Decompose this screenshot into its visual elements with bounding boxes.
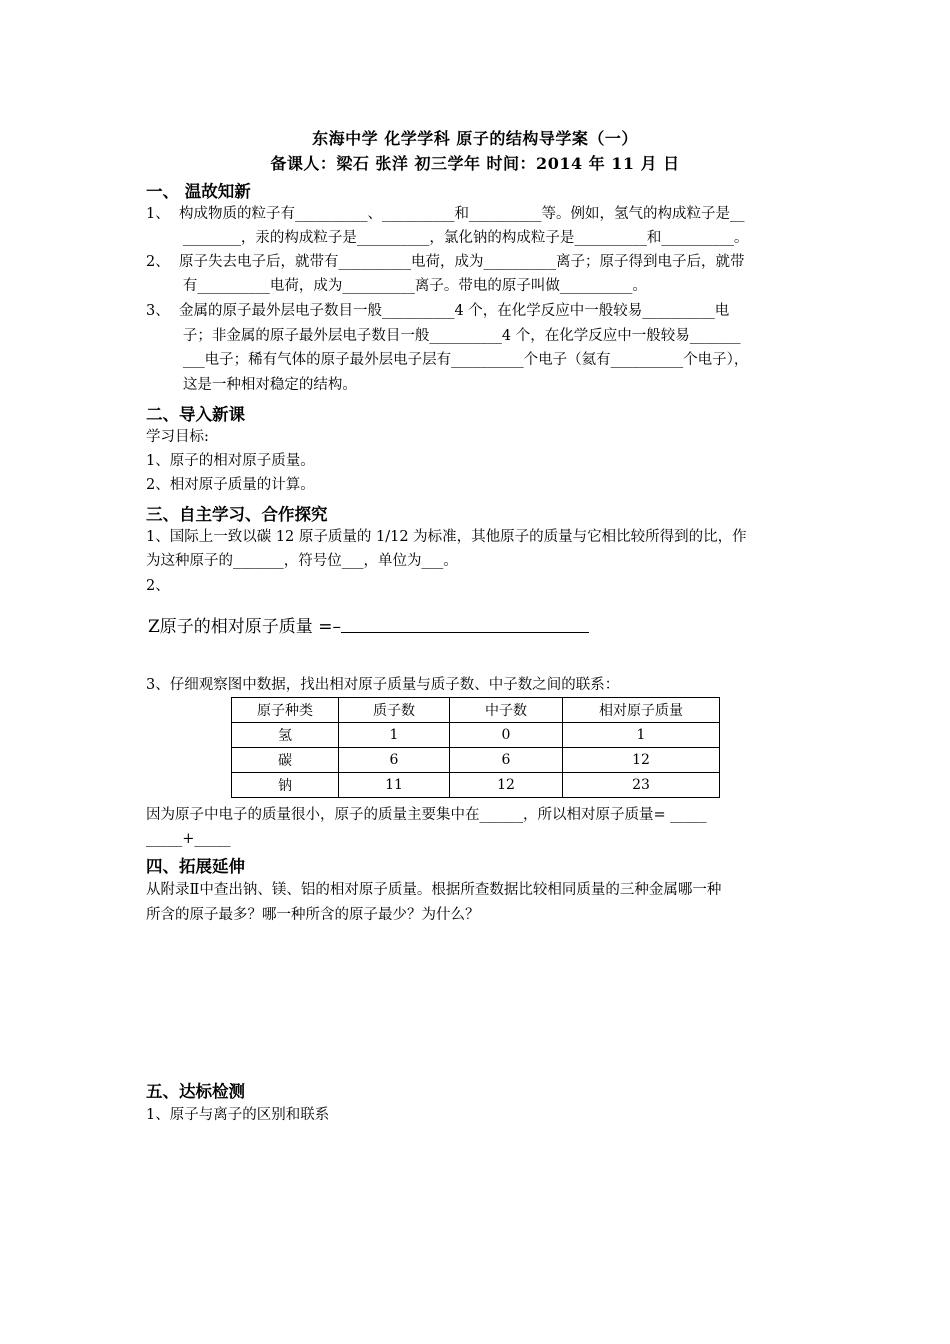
section-4-heading: 四、拓展延伸 <box>146 857 245 876</box>
review-line: ________，汞的构成粒子是__________，氯化钠的构成粒子是__________和__________。 <box>146 230 749 246</box>
goal-label: 学习目标: <box>146 429 209 445</box>
table-row <box>232 773 720 798</box>
review-line: 子；非金属的原子最外层电子数目一般__________4 个，在化学反应中一般较易_______ <box>146 328 741 344</box>
relative-atomic-mass-formula <box>148 612 589 637</box>
conclusion-line: 因为原子中电子的质量很小，原子的质量主要集中在______，所以相对原子质量= _____ <box>146 807 707 823</box>
review-line: 1、 构成物质的粒子有__________、__________和__________等。例如，氢气的构成粒子是__ <box>146 206 745 222</box>
table-header: 质子数 <box>339 698 450 723</box>
question-2-label: 2、 <box>146 578 170 594</box>
fraction-bar <box>341 618 589 633</box>
extension-line: 从附录Ⅱ中查出钠、镁、铝的相对原子质量。根据所查数据比较相同质量的三种金属哪一种 <box>146 882 722 898</box>
review-line: 3、 金属的原子最外层电子数目一般__________4 个，在化学反应中一般较易__________电 <box>146 303 730 319</box>
review-line: 有__________电荷，成为__________离子。带电的原子叫做__________。 <box>146 278 647 294</box>
atom-data-table <box>231 697 720 798</box>
table-cell: 0 <box>450 723 563 748</box>
document-subtitle: 备课人：梁石 张洋 初三学年 时间：2014 年 11 月 日 <box>270 154 680 173</box>
review-line: 这是一种相对稳定的结构。 <box>146 377 357 393</box>
table-header: 中子数 <box>450 698 563 723</box>
question-3-line: 3、仔细观察图中数据，找出相对原子质量与质子数、中子数之间的联系： <box>146 677 620 693</box>
formula-text: Z原子的相对原子质量 =– <box>148 617 341 637</box>
table-header-row <box>232 698 720 723</box>
table-header: 相对原子质量 <box>563 698 720 723</box>
goal-item: 1、原子的相对原子质量。 <box>146 453 315 469</box>
section-3-heading: 三、自主学习、合作探究 <box>146 505 328 524</box>
table-cell: 1 <box>563 723 720 748</box>
table-cell: 6 <box>450 748 563 773</box>
test-question-1: 1、原子与离子的区别和联系 <box>146 1107 330 1123</box>
table-header: 原子种类 <box>232 698 339 723</box>
section-2-heading: 二、导入新课 <box>146 405 245 424</box>
section-5-heading: 五、达标检测 <box>146 1082 245 1101</box>
table-row <box>232 723 720 748</box>
table-cell: 6 <box>339 748 450 773</box>
table-cell: 钠 <box>232 773 339 798</box>
extension-line: 所含的原子最多？哪一种所含的原子最少？为什么？ <box>146 907 480 923</box>
table-cell: 1 <box>339 723 450 748</box>
table-cell: 碳 <box>232 748 339 773</box>
document-title: 东海中学 化学学科 原子的结构导学案（一） <box>312 129 638 148</box>
table-row <box>232 748 720 773</box>
table-cell: 23 <box>563 773 720 798</box>
section-1-heading: 一、 温故知新 <box>146 182 251 201</box>
table-cell: 12 <box>450 773 563 798</box>
review-line: ___电子；稀有气体的原子最外层电子层有__________个电子（氦有__________个电子）， <box>146 352 749 368</box>
table-cell: 11 <box>339 773 450 798</box>
goal-item: 2、相对原子质量的计算。 <box>146 477 315 493</box>
table-cell: 氢 <box>232 723 339 748</box>
table-cell: 12 <box>563 748 720 773</box>
conclusion-line: _____+_____ <box>146 831 231 847</box>
review-line: 2、 原子失去电子后，就带有__________电荷，成为__________离子；原子得到电子后，就带 <box>146 254 745 270</box>
question-1-line: 1、国际上一致以碳 12 原子质量的 1/12 为标准，其他原子的质量与它相比较所得到的比，作 <box>146 529 747 545</box>
question-1-line: 为这种原子的_______，符号位___，单位为___。 <box>146 553 458 569</box>
